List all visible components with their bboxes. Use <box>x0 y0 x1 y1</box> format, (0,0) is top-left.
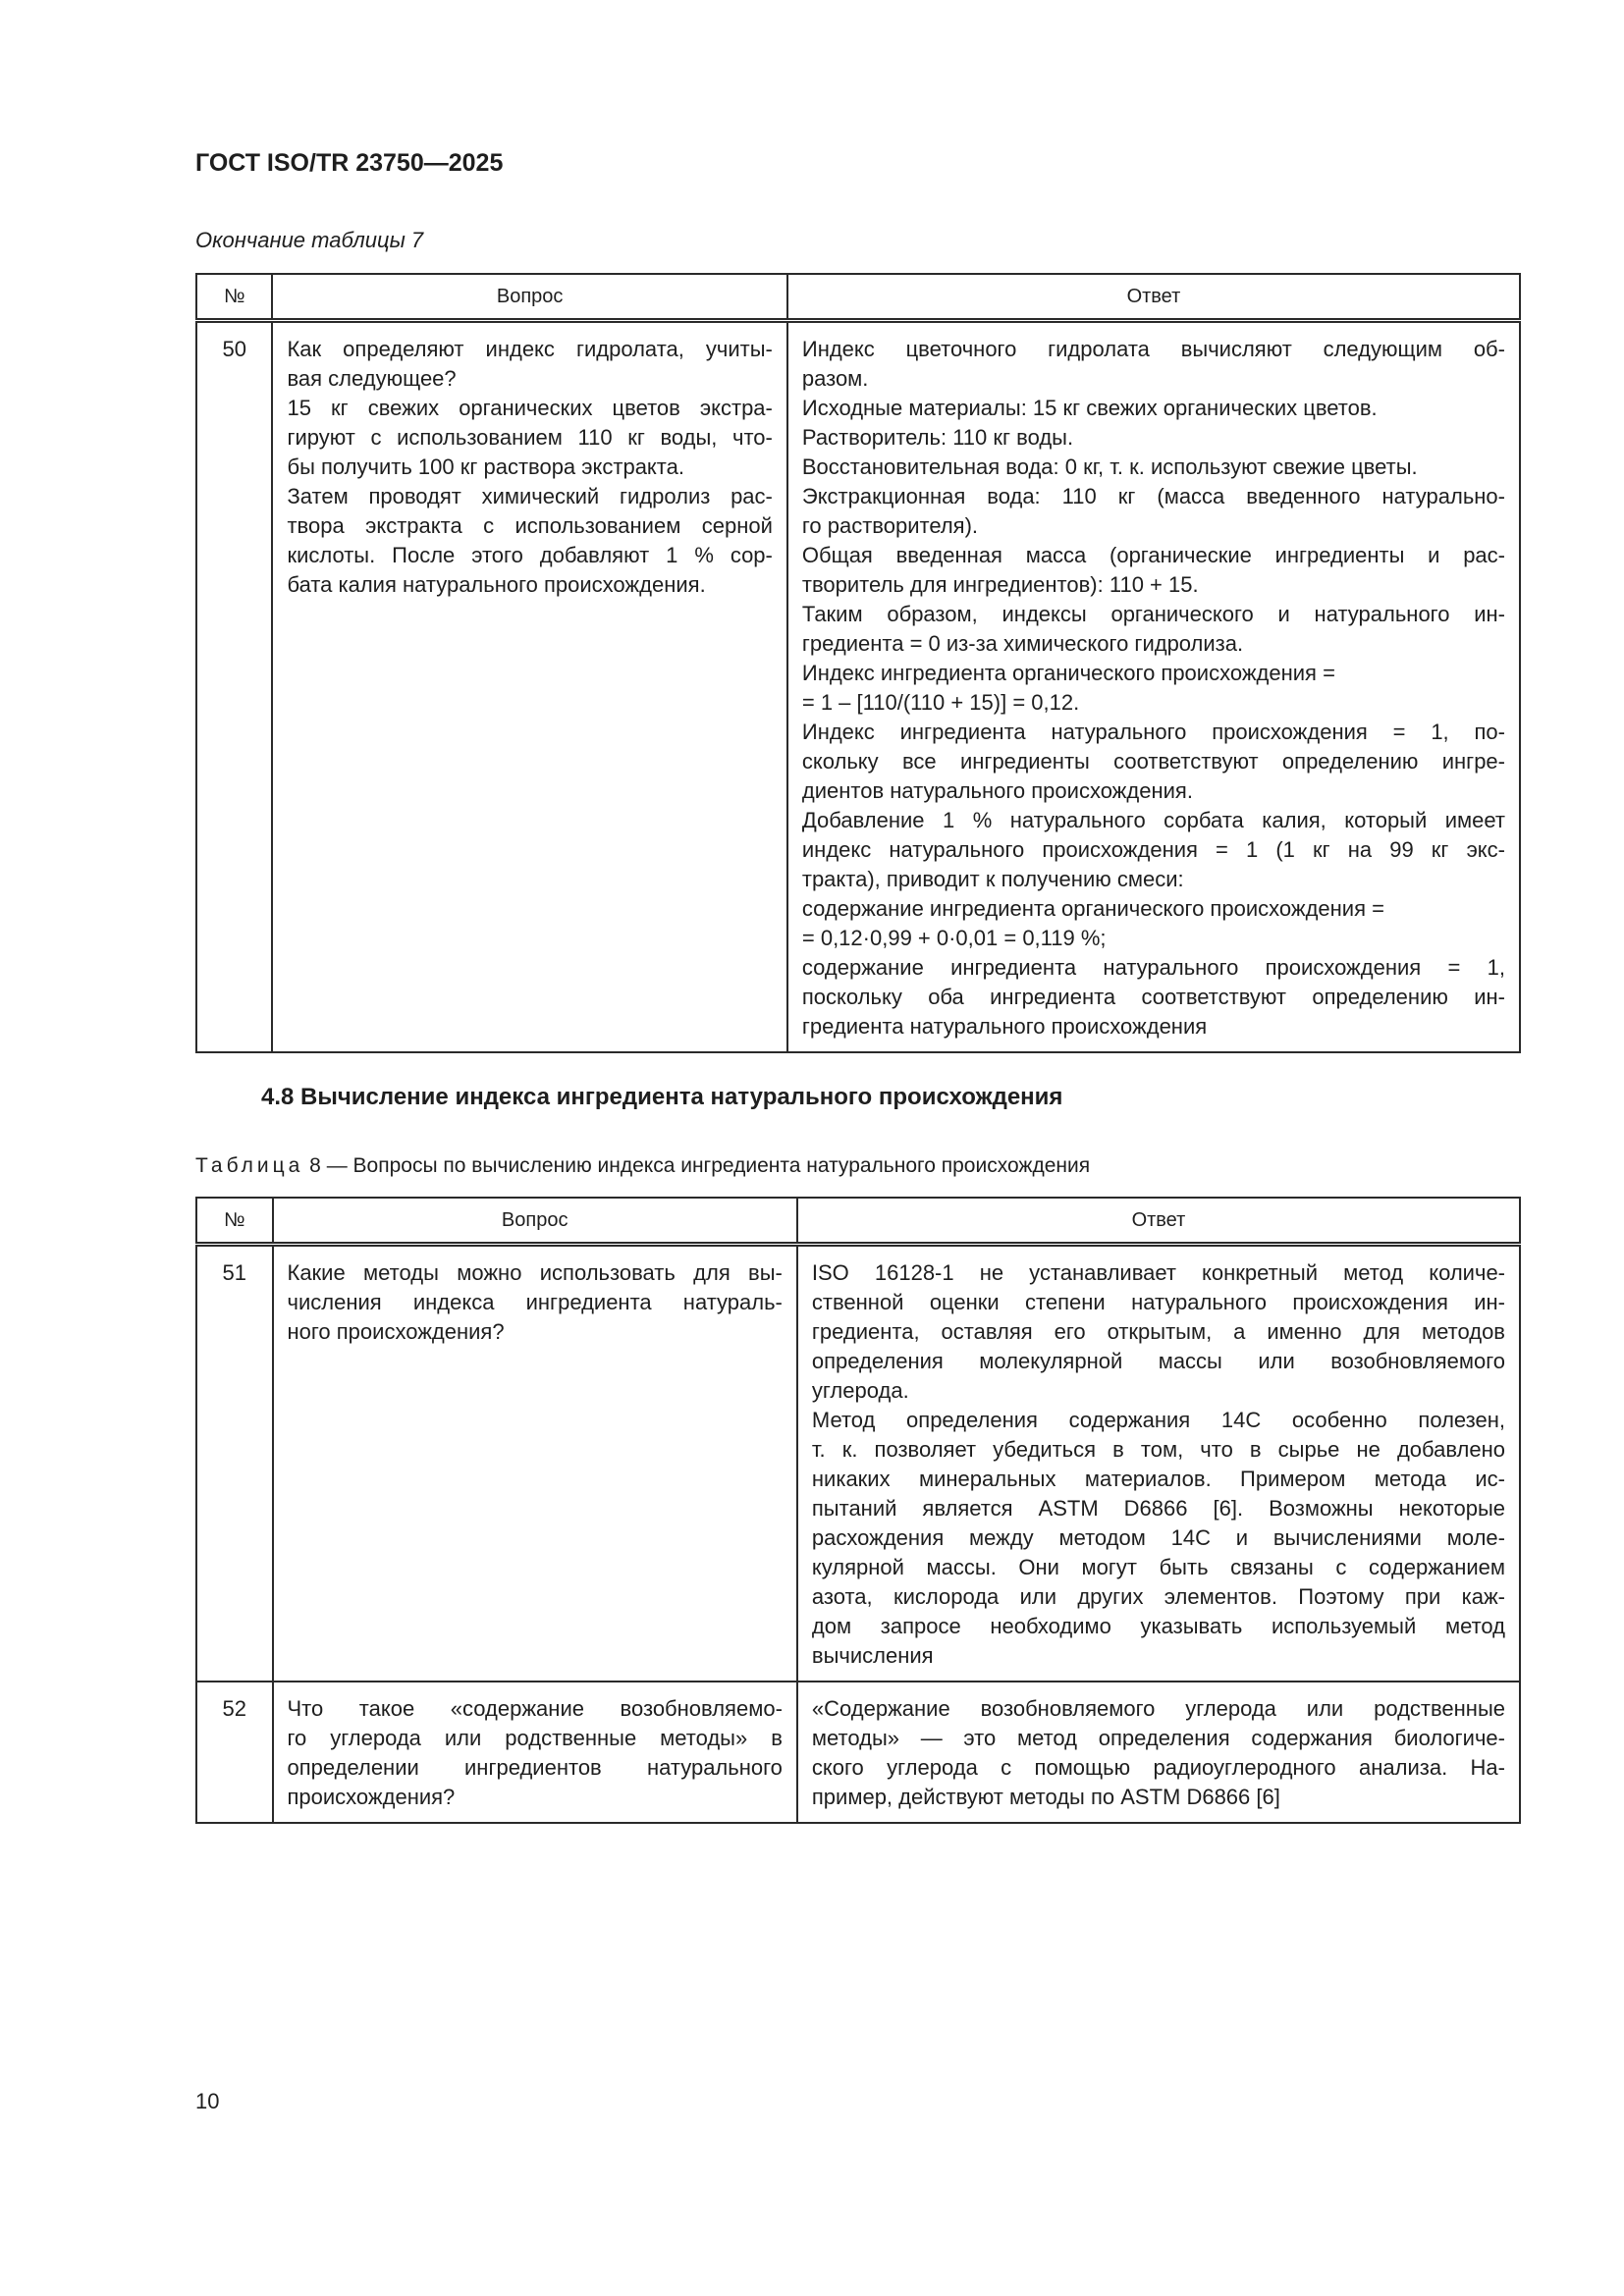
answer-cell <box>797 1245 1520 1682</box>
answer-text-line: никаких минеральных материалов. Примером метода ис- <box>811 1467 1505 1491</box>
column-header-question: Вопрос <box>273 1198 797 1245</box>
column-header-answer: Ответ <box>787 274 1520 321</box>
answer-text-line: ISO 16128-1 не устанавливает конкретный метод количе- <box>811 1260 1505 1285</box>
question-text-line: бата калия натурального происхождения. <box>287 572 706 597</box>
answer-text-line: = 0,12·0,99 + 0·0,01 = 0,119 %; <box>801 926 1107 950</box>
answer-text-line: го растворителя). <box>801 513 979 538</box>
page-number: 10 <box>195 2089 220 2113</box>
answer-text-line: тракта), приводит к получению смеси: <box>801 867 1184 891</box>
column-header-question: Вопрос <box>272 274 786 321</box>
answer-text-line: методы» — это метод определения содержания биологиче- <box>811 1726 1505 1750</box>
answer-text-line: гредиента = 0 из-за химического гидролиза. <box>801 631 1244 656</box>
table-8-caption <box>195 1154 1090 1178</box>
question-text-line: Какие методы можно использовать для вы- <box>287 1260 783 1285</box>
table-row <box>196 321 1520 1053</box>
answer-text-line: Индекс цветочного гидролата вычисляют следующим об- <box>801 337 1505 361</box>
answer-text-line: творитель для ингредиентов): 110 + 15. <box>801 572 1199 597</box>
question-text-line: происхождения? <box>287 1785 456 1809</box>
answer-text-line: Экстракционная вода: 110 кг (масса введенного натурально- <box>801 484 1505 508</box>
question-cell <box>272 321 786 1053</box>
answer-text-line: Индекс ингредиента натурального происхождения = 1, по- <box>801 720 1505 744</box>
answer-text-line: кулярной массы. Они могут быть связаны с содержанием <box>811 1555 1505 1579</box>
answer-text-line: ского углерода с помощью радиоуглеродного анализа. На- <box>811 1755 1505 1780</box>
question-text-line: числения индекса ингредиента натураль- <box>287 1290 783 1314</box>
answer-text-line: = 1 – [110/(110 + 15)] = 0,12. <box>801 690 1080 715</box>
answer-text-line: пример, действуют методы по ASTM D6866 [6] <box>811 1785 1280 1809</box>
question-text-line: Что такое «содержание возобновляемо- <box>287 1696 783 1721</box>
question-text-line: Затем проводят химический гидролиз рас- <box>287 484 773 508</box>
row-number: 52 <box>196 1682 273 1823</box>
row-number: 51 <box>196 1245 273 1682</box>
table-7 <box>195 273 1521 1053</box>
question-text-line: Как определяют индекс гидролата, учиты- <box>287 337 773 361</box>
question-text-line: гируют с использованием 110 кг воды, что- <box>287 425 773 450</box>
answer-text-line: Добавление 1 % натурального сорбата калия, который имеет <box>801 808 1505 832</box>
table-8-caption-title: 8 — Вопросы по вычислению индекса ингредиента натурального происхождения <box>303 1154 1091 1177</box>
answer-text-line: углерода. <box>811 1378 909 1403</box>
answer-text-line: пытаний является ASTM D6866 [6]. Возможны некоторые <box>811 1496 1505 1521</box>
answer-text-line: диентов натурального происхождения. <box>801 778 1193 803</box>
answer-text-line: Исходные материалы: 15 кг свежих органических цветов. <box>801 396 1378 420</box>
answer-text-line: Восстановительная вода: 0 кг, т. к. используют свежие цветы. <box>801 454 1418 479</box>
answer-text-line: расхождения между методом 14С и вычислениями моле- <box>811 1525 1505 1550</box>
column-header-number: № <box>196 274 272 321</box>
answer-text-line: гредиента натурального происхождения <box>801 1014 1208 1039</box>
question-text-line: бы получить 100 кг раствора экстракта. <box>287 454 684 479</box>
question-text-line: кислоты. После этого добавляют 1 % сор- <box>287 543 773 567</box>
answer-text-line: гредиента, оставляя его открытым, а именно для методов <box>811 1319 1505 1344</box>
question-text-line: 15 кг свежих органических цветов экстра- <box>287 396 773 420</box>
table-8 <box>195 1197 1521 1824</box>
table-7-continuation-caption: Окончание таблицы 7 <box>195 228 424 252</box>
answer-text-line: содержание ингредиента натурального происхождения = 1, <box>801 955 1505 980</box>
answer-text-line: «Содержание возобновляемого углерода или родственные <box>811 1696 1505 1721</box>
question-text-line: определении ингредиентов натурального <box>287 1755 783 1780</box>
table-row <box>196 1682 1520 1823</box>
answer-text-line: разом. <box>801 366 869 391</box>
question-text-line: вая следующее? <box>287 366 457 391</box>
answer-cell <box>787 321 1520 1053</box>
question-text-line: твора экстракта с использованием серной <box>287 513 773 538</box>
answer-text-line: Таким образом, индексы органического и натурального ин- <box>801 602 1505 626</box>
answer-text-line: ственной оценки степени натурального происхождения ин- <box>811 1290 1505 1314</box>
question-text-line: ного происхождения? <box>287 1319 505 1344</box>
answer-text-line: содержание ингредиента органического происхождения = <box>801 896 1384 921</box>
column-header-number: № <box>196 1198 273 1245</box>
document-title: ГОСТ ISO/TR 23750—2025 <box>195 149 504 177</box>
column-header-answer: Ответ <box>797 1198 1520 1245</box>
answer-text-line: вычисления <box>811 1643 934 1668</box>
question-cell <box>273 1682 797 1823</box>
answer-text-line: Общая введенная масса (органические ингредиенты и рас- <box>801 543 1505 567</box>
answer-text-line: Растворитель: 110 кг воды. <box>801 425 1074 450</box>
answer-text-line: определения молекулярной массы или возобновляемого <box>811 1349 1505 1373</box>
question-text-line: го углерода или родственные методы» в <box>287 1726 783 1750</box>
answer-cell <box>797 1682 1520 1823</box>
answer-text-line: индекс натурального происхождения = 1 (1 кг на 99 кг экс- <box>801 837 1505 862</box>
table-row <box>196 1245 1520 1682</box>
answer-text-line: азота, кислорода или других элементов. Поэтому при каж- <box>811 1584 1505 1609</box>
answer-text-line: т. к. позволяет убедиться в том, что в сырье не добавлено <box>811 1437 1505 1462</box>
row-number: 50 <box>196 321 272 1053</box>
answer-text-line: Индекс ингредиента органического происхождения = <box>801 661 1335 685</box>
answer-text-line: Метод определения содержания 14С особенно полезен, <box>811 1408 1505 1432</box>
table-8-caption-label: Таблица <box>195 1154 304 1177</box>
section-heading: 4.8 Вычисление индекса ингредиента натурального происхождения <box>261 1084 1063 1110</box>
answer-text-line: скольку все ингредиенты соответствуют определению ингре- <box>801 749 1505 774</box>
answer-text-line: поскольку оба ингредиента соответствуют определению ин- <box>801 985 1505 1009</box>
answer-text-line: дом запросе необходимо указывать используемый метод <box>811 1614 1505 1638</box>
question-cell <box>273 1245 797 1682</box>
